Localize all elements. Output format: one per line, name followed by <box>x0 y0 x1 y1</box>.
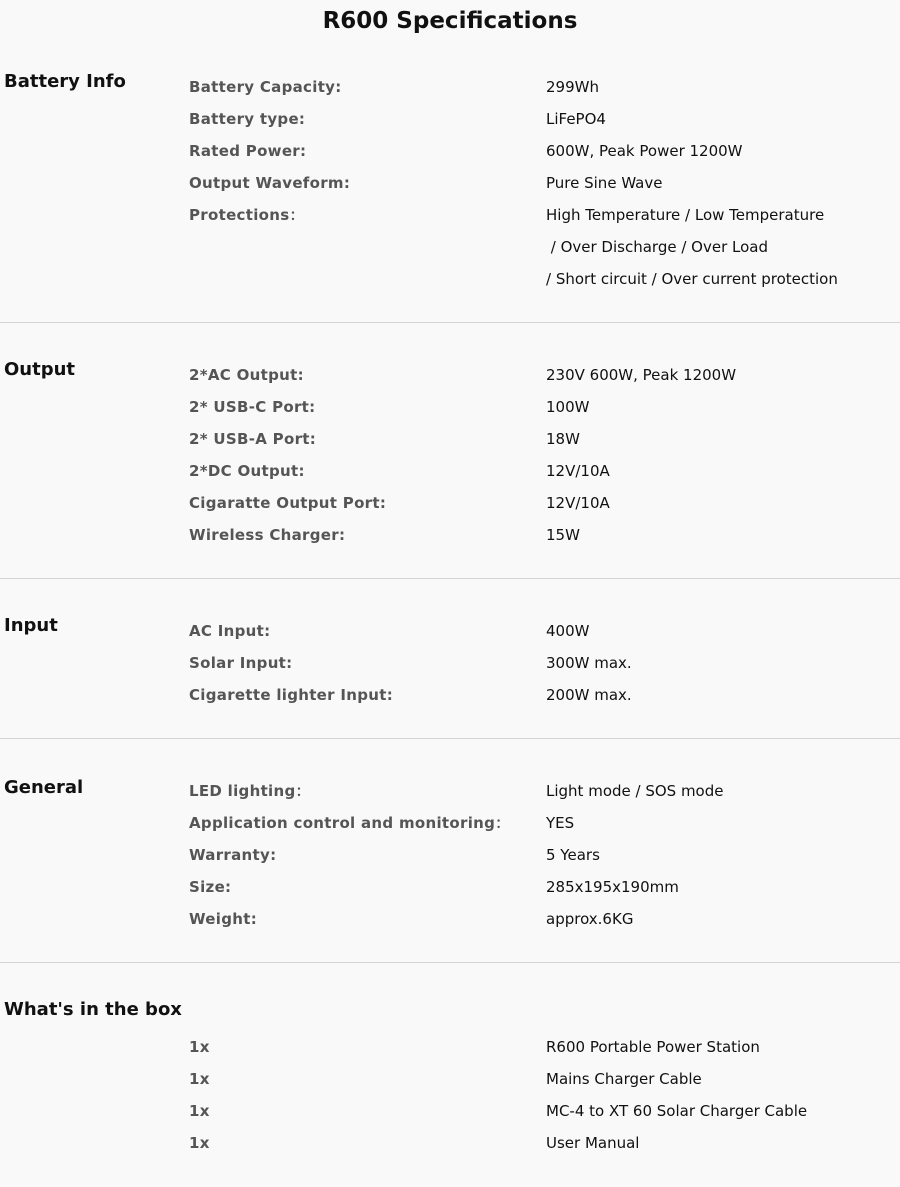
box-item-name: MC-4 to XT 60 Solar Charger Cable <box>546 1102 808 1120</box>
spec-label: Cigaratte Output Port: <box>189 494 387 512</box>
section-divider <box>0 962 900 963</box>
spec-label: Protections： <box>189 206 305 224</box>
spec-row-solar-input <box>0 652 900 684</box>
spec-row-usb-c <box>0 396 900 428</box>
spec-label: Cigarette lighter Input: <box>189 686 394 704</box>
spec-value: Light mode / SOS mode <box>546 782 724 800</box>
box-item-name: Mains Charger Cable <box>546 1070 702 1088</box>
spec-label: Size: <box>189 878 232 896</box>
spec-value-line: / Short circuit / Over current protection <box>546 270 838 288</box>
spec-label: Warranty: <box>189 846 277 864</box>
spec-value: 300W max. <box>546 654 632 672</box>
spec-row-usb-a <box>0 428 900 460</box>
box-item-row <box>0 1132 900 1164</box>
spec-label: Output Waveform: <box>189 174 351 192</box>
spec-label: AC Input: <box>189 622 271 640</box>
section-divider <box>0 578 900 579</box>
spec-value: YES <box>546 814 575 832</box>
spec-row-size <box>0 876 900 908</box>
box-item-quantity: 1x <box>189 1038 210 1056</box>
spec-value: 230V 600W, Peak 1200W <box>546 366 737 384</box>
spec-label: Battery Capacity: <box>189 78 342 96</box>
spec-value: Pure Sine Wave <box>546 174 663 192</box>
spec-label: Rated Power: <box>189 142 307 160</box>
spec-row-protections <box>0 204 900 300</box>
section-heading-output: Output <box>4 359 76 380</box>
spec-label: Solar Input: <box>189 654 293 672</box>
spec-row-app-control <box>0 812 900 844</box>
section-heading-box-contents: What's in the box <box>4 999 182 1020</box>
spec-value: 12V/10A <box>546 462 610 480</box>
section-divider <box>0 322 900 323</box>
spec-value: 299Wh <box>546 78 599 96</box>
spec-label: Weight: <box>189 910 258 928</box>
spec-label: 2* USB-A Port: <box>189 430 317 448</box>
spec-row-dc-output <box>0 460 900 492</box>
section-heading-input: Input <box>4 615 58 636</box>
spec-label: 2*DC Output: <box>189 462 305 480</box>
spec-row-cigarette-input <box>0 684 900 716</box>
spec-value-line: / Over Discharge / Over Load <box>546 238 768 256</box>
box-item-name: R600 Portable Power Station <box>546 1038 760 1056</box>
spec-value: 100W <box>546 398 590 416</box>
box-item-row <box>0 1036 900 1068</box>
page-title: R600 Specifications <box>322 8 578 34</box>
spec-value: 15W <box>546 526 580 544</box>
spec-value: 400W <box>546 622 590 640</box>
box-item-row <box>0 1100 900 1132</box>
spec-value: 285x195x190mm <box>546 878 679 896</box>
spec-value: 600W, Peak Power 1200W <box>546 142 743 160</box>
spec-row-rated-power <box>0 140 900 172</box>
spec-value-line: High Temperature / Low Temperature <box>546 206 825 224</box>
spec-row-led-lighting <box>0 780 900 812</box>
spec-row-battery-capacity <box>0 76 900 108</box>
spec-row-warranty <box>0 844 900 876</box>
spec-row-cigarette-output <box>0 492 900 524</box>
spec-row-output-waveform <box>0 172 900 204</box>
spec-label: Wireless Charger: <box>189 526 346 544</box>
spec-row-ac-input <box>0 620 900 652</box>
box-item-quantity: 1x <box>189 1102 210 1120</box>
section-heading-general: General <box>4 777 84 798</box>
box-item-name: User Manual <box>546 1134 640 1152</box>
section-divider <box>0 738 900 739</box>
spec-label: 2* USB-C Port: <box>189 398 316 416</box>
box-item-quantity: 1x <box>189 1134 210 1152</box>
spec-value: 18W <box>546 430 580 448</box>
spec-label: Battery type: <box>189 110 306 128</box>
section-heading-battery-info: Battery Info <box>4 71 126 92</box>
box-item-quantity: 1x <box>189 1070 210 1088</box>
spec-value: 5 Years <box>546 846 600 864</box>
spec-value: LiFePO4 <box>546 110 606 128</box>
spec-row-ac-output <box>0 364 900 396</box>
spec-label: LED lighting： <box>189 782 311 800</box>
spec-value: 200W max. <box>546 686 632 704</box>
spec-value: 12V/10A <box>546 494 610 512</box>
box-item-row <box>0 1068 900 1100</box>
spec-row-wireless-charger <box>0 524 900 556</box>
spec-label: Application control and monitoring： <box>189 814 511 832</box>
spec-row-weight <box>0 908 900 940</box>
spec-row-battery-type <box>0 108 900 140</box>
spec-value: approx.6KG <box>546 910 634 928</box>
spec-label: 2*AC Output: <box>189 366 304 384</box>
